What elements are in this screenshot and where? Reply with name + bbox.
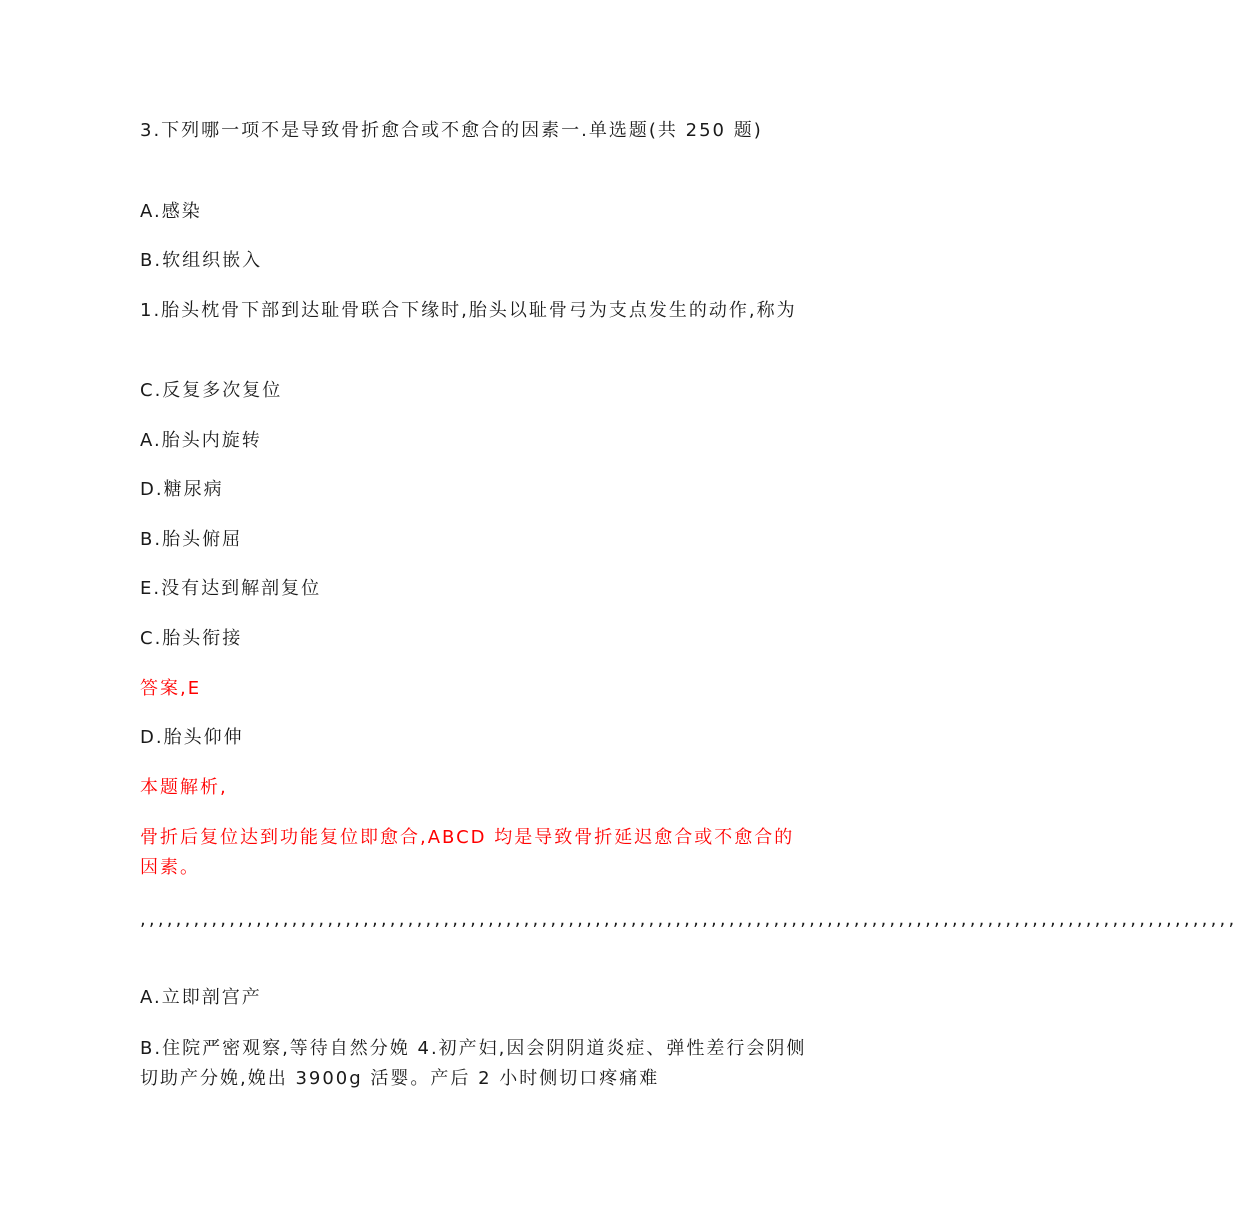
option-e-anatomical-reduction: E.没有达到解剖复位 <box>140 578 322 599</box>
analysis-title: 本题解析, <box>140 777 228 798</box>
analysis-body: 骨折后复位达到功能复位即愈合,ABCD 均是导致骨折延迟愈合或不愈合的因素。 <box>140 827 795 878</box>
comma-filler: ,,,,,,,,,,,,,,,,,,,,,,,,,,,,,,,,,,,,,,,,,,,,,,,,,,,,,,,,,,,,,,,,,,,,,,,,,,,,,,,,,,,,,,,,,,,,,,,,,,,,,,,,,,,,,,,,,,,,,,,,,,, <box>140 909 1237 930</box>
option-d-extension: D.胎头仰伸 <box>140 727 244 748</box>
option-a-cesarean: A.立即剖宫产 <box>140 987 262 1008</box>
option-a-infection: A.感染 <box>140 201 202 222</box>
answer-text: 答案,E <box>140 678 202 699</box>
option-b-soft-tissue: B.软组织嵌入 <box>140 250 263 271</box>
option-c-repeated-reduction: C.反复多次复位 <box>140 380 283 401</box>
question-3-stem: 3.下列哪一项不是导致骨折愈合或不愈合的因素一.单选题(共 250 题) <box>140 120 763 141</box>
option-a-internal-rotation: A.胎头内旋转 <box>140 430 262 451</box>
option-b-observe-and-question-4: B.住院严密观察,等待自然分娩 4.初产妇,因会阴阴道炎症、弹性差行会阴侧切助产分娩,娩出 3900g 活婴。产后 2 小时侧切口疼痛难 <box>140 1038 807 1089</box>
option-b-flexion: B.胎头俯屈 <box>140 529 243 550</box>
option-d-diabetes: D.糖尿病 <box>140 479 224 500</box>
option-c-engagement: C.胎头衔接 <box>140 628 243 649</box>
question-1-stem: 1.胎头枕骨下部到达耻骨联合下缘时,胎头以耻骨弓为支点发生的动作,称为 <box>140 300 797 321</box>
